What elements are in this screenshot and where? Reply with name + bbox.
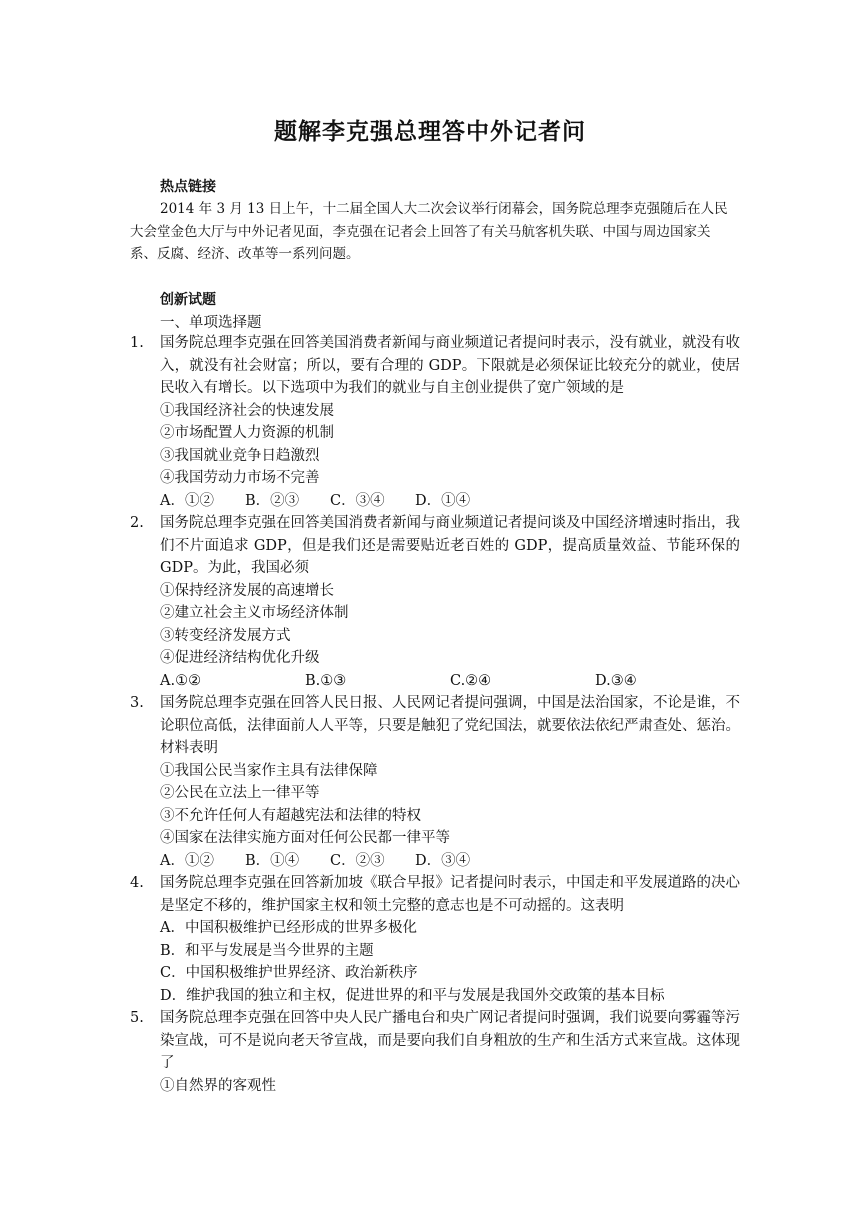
hot-link-body	[130, 198, 730, 266]
document-title: 题解李克强总理答中外记者问	[274, 118, 586, 145]
statement-item: ③转变经济发展方式	[160, 627, 291, 644]
question-text: 国务院总理李克强在回答美国消费者新闻与商业频道记者提问谈及中国经济增速时指出，我们不片面追求 GDP，但是我们还是需要贴近老百姓的 GDP，提高质量效益、节能环保的 GDP。为此，我国必须	[160, 515, 740, 576]
answer-option-c: C．中国积极维护世界经济、政治新秩序	[160, 965, 418, 981]
question-4	[130, 872, 740, 1007]
question-stem	[130, 332, 740, 400]
answer-options	[130, 670, 740, 693]
question-stem	[130, 1007, 740, 1075]
answer-option-a: A．①②	[160, 852, 214, 869]
answer-option-d: D.③④	[595, 672, 637, 689]
answer-option-b: B．②③	[245, 492, 300, 509]
question-text: 国务院总理李克强在回答人民日报、人民网记者提问强调，中国是法治国家，不论是谁，不论职位高低，法律面前人人平等，只要是触犯了党纪国法，就要依法依纪严肃查处、惩治。材料表明	[160, 695, 740, 756]
statement-item: ③我国就业竞争日趋激烈	[160, 447, 320, 464]
statement-item: ①我国经济社会的快速发展	[160, 402, 334, 419]
answer-option-b: B．和平与发展是当今世界的主题	[160, 942, 374, 959]
statement-item: ④国家在法律实施方面对任何公民都一律平等	[160, 830, 450, 846]
question-stem	[130, 692, 740, 760]
statement-item: ②公民在立法上一律平等	[160, 785, 320, 801]
question-number: 3.	[130, 695, 144, 711]
statement-item: ④促进经济结构优化升级	[160, 650, 320, 666]
question-stem	[130, 512, 740, 580]
answer-option-a: A．中国积极维护已经形成的世界多极化	[160, 920, 417, 936]
question-5	[130, 1007, 740, 1097]
answer-option-d: D．维护我国的独立和主权，促进世界的和平与发展是我国外交政策的基本目标	[160, 987, 665, 1004]
answer-option-a: A.①②	[160, 672, 202, 689]
question-1	[130, 332, 740, 512]
section-subheading: 一、单项选择题	[160, 315, 262, 331]
answer-option-d: D．①④	[415, 492, 471, 509]
answer-option-d: D．③④	[415, 852, 471, 869]
question-2	[130, 512, 740, 692]
question-number: 5.	[130, 1010, 144, 1026]
answer-option-b: B．①④	[245, 852, 300, 869]
statement-item: ②建立社会主义市场经济体制	[160, 605, 349, 621]
answer-option-c: C．②③	[330, 852, 385, 869]
question-number: 2.	[130, 515, 144, 531]
statement-item: ②市场配置人力资源的机制	[160, 425, 334, 441]
question-text: 国务院总理李克强在回答中央人民广播电台和央广网记者提问时强调，我们说要向雾霾等污染宣战，可不是说向老天爷宣战，而是要向我们自身粗放的生产和生活方式来宣战。这体现了	[160, 1010, 740, 1071]
question-number: 4.	[130, 875, 144, 891]
statement-item: ④我国劳动力市场不完善	[160, 470, 320, 486]
statement-item: ③不允许任何人有超越宪法和法律的特权	[160, 807, 421, 824]
answer-option-c: C.②④	[450, 672, 492, 689]
answer-option-b: B.①③	[305, 672, 347, 689]
question-stem	[130, 872, 740, 917]
answer-options	[130, 490, 740, 513]
answer-options	[130, 850, 740, 873]
question-text: 国务院总理李克强在回答美国消费者新闻与商业频道记者提问时表示，没有就业，就没有收入，就没有社会财富；所以，要有合理的 GDP。下限就是必须保证比较充分的就业，使居民收入有增长。以下选项中为我们的就业与自主创业提供了宽广领域的是	[160, 335, 740, 396]
statement-item: ①自然界的客观性	[160, 1077, 276, 1094]
hot-link-heading: 热点链接	[160, 179, 216, 195]
statement-item: ①我国公民当家作主具有法律保障	[160, 762, 378, 779]
statement-item: ①保持经济发展的高速增长	[160, 582, 334, 599]
innovation-heading: 创新试题	[160, 292, 216, 308]
answer-option-c: C．③④	[330, 492, 385, 509]
question-number: 1.	[130, 335, 144, 351]
answer-option-a: A．①②	[160, 492, 214, 509]
question-3	[130, 692, 740, 872]
question-text: 国务院总理李克强在回答新加坡《联合早报》记者提问时表示，中国走和平发展道路的决心是坚定不移的，维护国家主权和领土完整的意志也是不可动摇的。这表明	[160, 875, 740, 914]
hot-link-paragraph: 2014 年 3 月 13 日上午，十二届全国人大二次会议举行闭幕会，国务院总理李克强随后在人民大会堂金色大厅与中外记者见面，李克强在记者会上回答了有关马航客机失联、中国与周边国家关系、反腐、经济、改革等一系列问题。	[130, 201, 728, 262]
